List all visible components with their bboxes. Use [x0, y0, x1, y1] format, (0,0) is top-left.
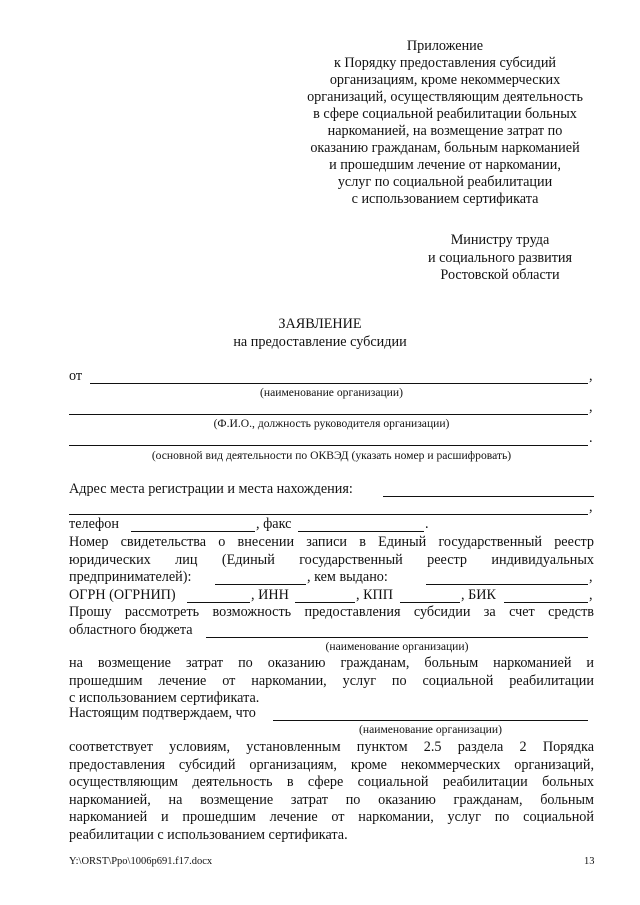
issued-by-label: , кем выдано:: [307, 569, 388, 585]
punctuation: ,: [589, 368, 593, 384]
okved-field[interactable]: [69, 445, 588, 446]
confirm-organization-field[interactable]: [273, 720, 588, 721]
certificate-number-field[interactable]: [215, 584, 306, 585]
kpp-field[interactable]: [400, 602, 460, 603]
paragraph-line: предоставления субсидий организациям, кроме некоммерческих организаций,: [69, 756, 594, 773]
appendix-line: и прошедшим лечение от наркомании,: [329, 157, 561, 173]
paragraph-line: осуществляющим деятельность в сфере социальной реабилитации больных: [69, 774, 594, 791]
request-organization-field[interactable]: [206, 637, 588, 638]
paragraph-line: с использованием сертификата.: [69, 690, 260, 707]
punctuation: .: [589, 430, 593, 446]
confirm-organization-caption: (наименование организации): [359, 723, 502, 736]
head-name-field[interactable]: [69, 414, 588, 415]
punctuation: ,: [589, 399, 593, 415]
bik-label: , БИК: [461, 587, 496, 603]
page-number: 13: [584, 856, 595, 867]
kpp-label: , КПП: [356, 587, 394, 603]
fax-field[interactable]: [298, 531, 424, 532]
request-organization-caption: (наименование организации): [325, 640, 469, 653]
from-label: от: [69, 368, 83, 384]
document-title: ЗАЯВЛЕНИЕ: [278, 316, 362, 332]
punctuation: ,: [589, 569, 593, 585]
appendix-line: организаций, осуществляющим деятельность: [307, 89, 583, 105]
address-field-continued[interactable]: [69, 514, 588, 515]
head-caption: (Ф.И.О., должность руководителя организации): [213, 417, 450, 430]
fax-label: , факс: [256, 516, 292, 532]
confirm-label: Настоящим подтверждаем, что: [69, 705, 256, 721]
punctuation: .: [425, 516, 429, 532]
addressee-line: и социального развития: [427, 249, 573, 266]
addressee-line: Министру труда: [450, 232, 550, 248]
purpose-paragraph: [69, 655, 594, 708]
appendix-line: с использованием сертификата: [351, 191, 539, 207]
appendix-line: наркоманией, на возмещение затрат по: [327, 123, 563, 139]
paragraph-line: Прошу рассмотреть возможность предоставления субсидии за счет средств: [69, 604, 594, 620]
addressee-line: Ростовской области: [440, 267, 560, 283]
address-field[interactable]: [383, 496, 594, 497]
inn-label: , ИНН: [251, 587, 289, 603]
paragraph-line: реабилитации с использованием сертификата.: [69, 826, 348, 843]
registry-label: предпринимателей):: [69, 569, 192, 585]
ogrn-label: ОГРН (ОГРНИП): [69, 587, 176, 603]
ogrn-field[interactable]: [187, 602, 250, 603]
punctuation: ,: [589, 499, 593, 515]
address-label: Адрес места регистрации и места нахождения:: [69, 481, 353, 497]
inn-field[interactable]: [295, 602, 355, 603]
request-paragraph: [69, 604, 594, 622]
paragraph-line: наркоманией, на возмещение затрат по оказанию гражданам, больным: [69, 791, 594, 808]
organization-name-field[interactable]: [90, 383, 588, 384]
paragraph-line: прошедшим лечение от наркомании, услуг по социальной реабилитации: [69, 672, 594, 689]
punctuation: ,: [589, 587, 593, 603]
document-subtitle: на предоставление субсидии: [233, 334, 407, 350]
okved-caption: (основной вид деятельности по ОКВЭД (указать номер и расшифровать): [151, 449, 512, 462]
phone-field[interactable]: [131, 531, 255, 532]
organization-caption: (наименование организации): [260, 386, 403, 399]
appendix-line: услуг по социальной реабилитации: [337, 174, 553, 190]
appendix-line: к Порядку предоставления субсидий: [333, 55, 557, 71]
paragraph-line: соответствует условиям, установленным пунктом 2.5 раздела 2 Порядка: [69, 739, 594, 755]
paragraph-line: юридических лиц (Единый государственный реестр индивидуальных: [69, 551, 594, 568]
appendix-line: в сфере социальной реабилитации больных: [313, 106, 577, 122]
paragraph-line: на возмещение затрат по оказанию гражданам, больным наркоманией и: [69, 655, 594, 671]
issued-by-field[interactable]: [426, 584, 588, 585]
file-path: Y:\ORST\Ppo\1006p691.f17.docx: [69, 856, 213, 867]
appendix-line: оказанию гражданам, больным наркоманией: [310, 140, 580, 156]
paragraph-line: наркоманией и прошедшим лечение от наркомании, услуг по социальной: [69, 809, 594, 826]
appendix-header: [270, 38, 620, 208]
addressee-block: [400, 232, 600, 285]
appendix-line: организациям, кроме некоммерческих: [329, 72, 561, 88]
registry-paragraph: [69, 534, 594, 569]
paragraph-line: Номер свидетельства о внесении записи в Единый государственный реестр: [69, 534, 594, 550]
budget-label: областного бюджета: [69, 622, 193, 638]
appendix-line: Приложение: [406, 38, 484, 54]
phone-label: телефон: [69, 516, 119, 532]
bik-field[interactable]: [504, 602, 588, 603]
conformity-paragraph: [69, 739, 594, 845]
